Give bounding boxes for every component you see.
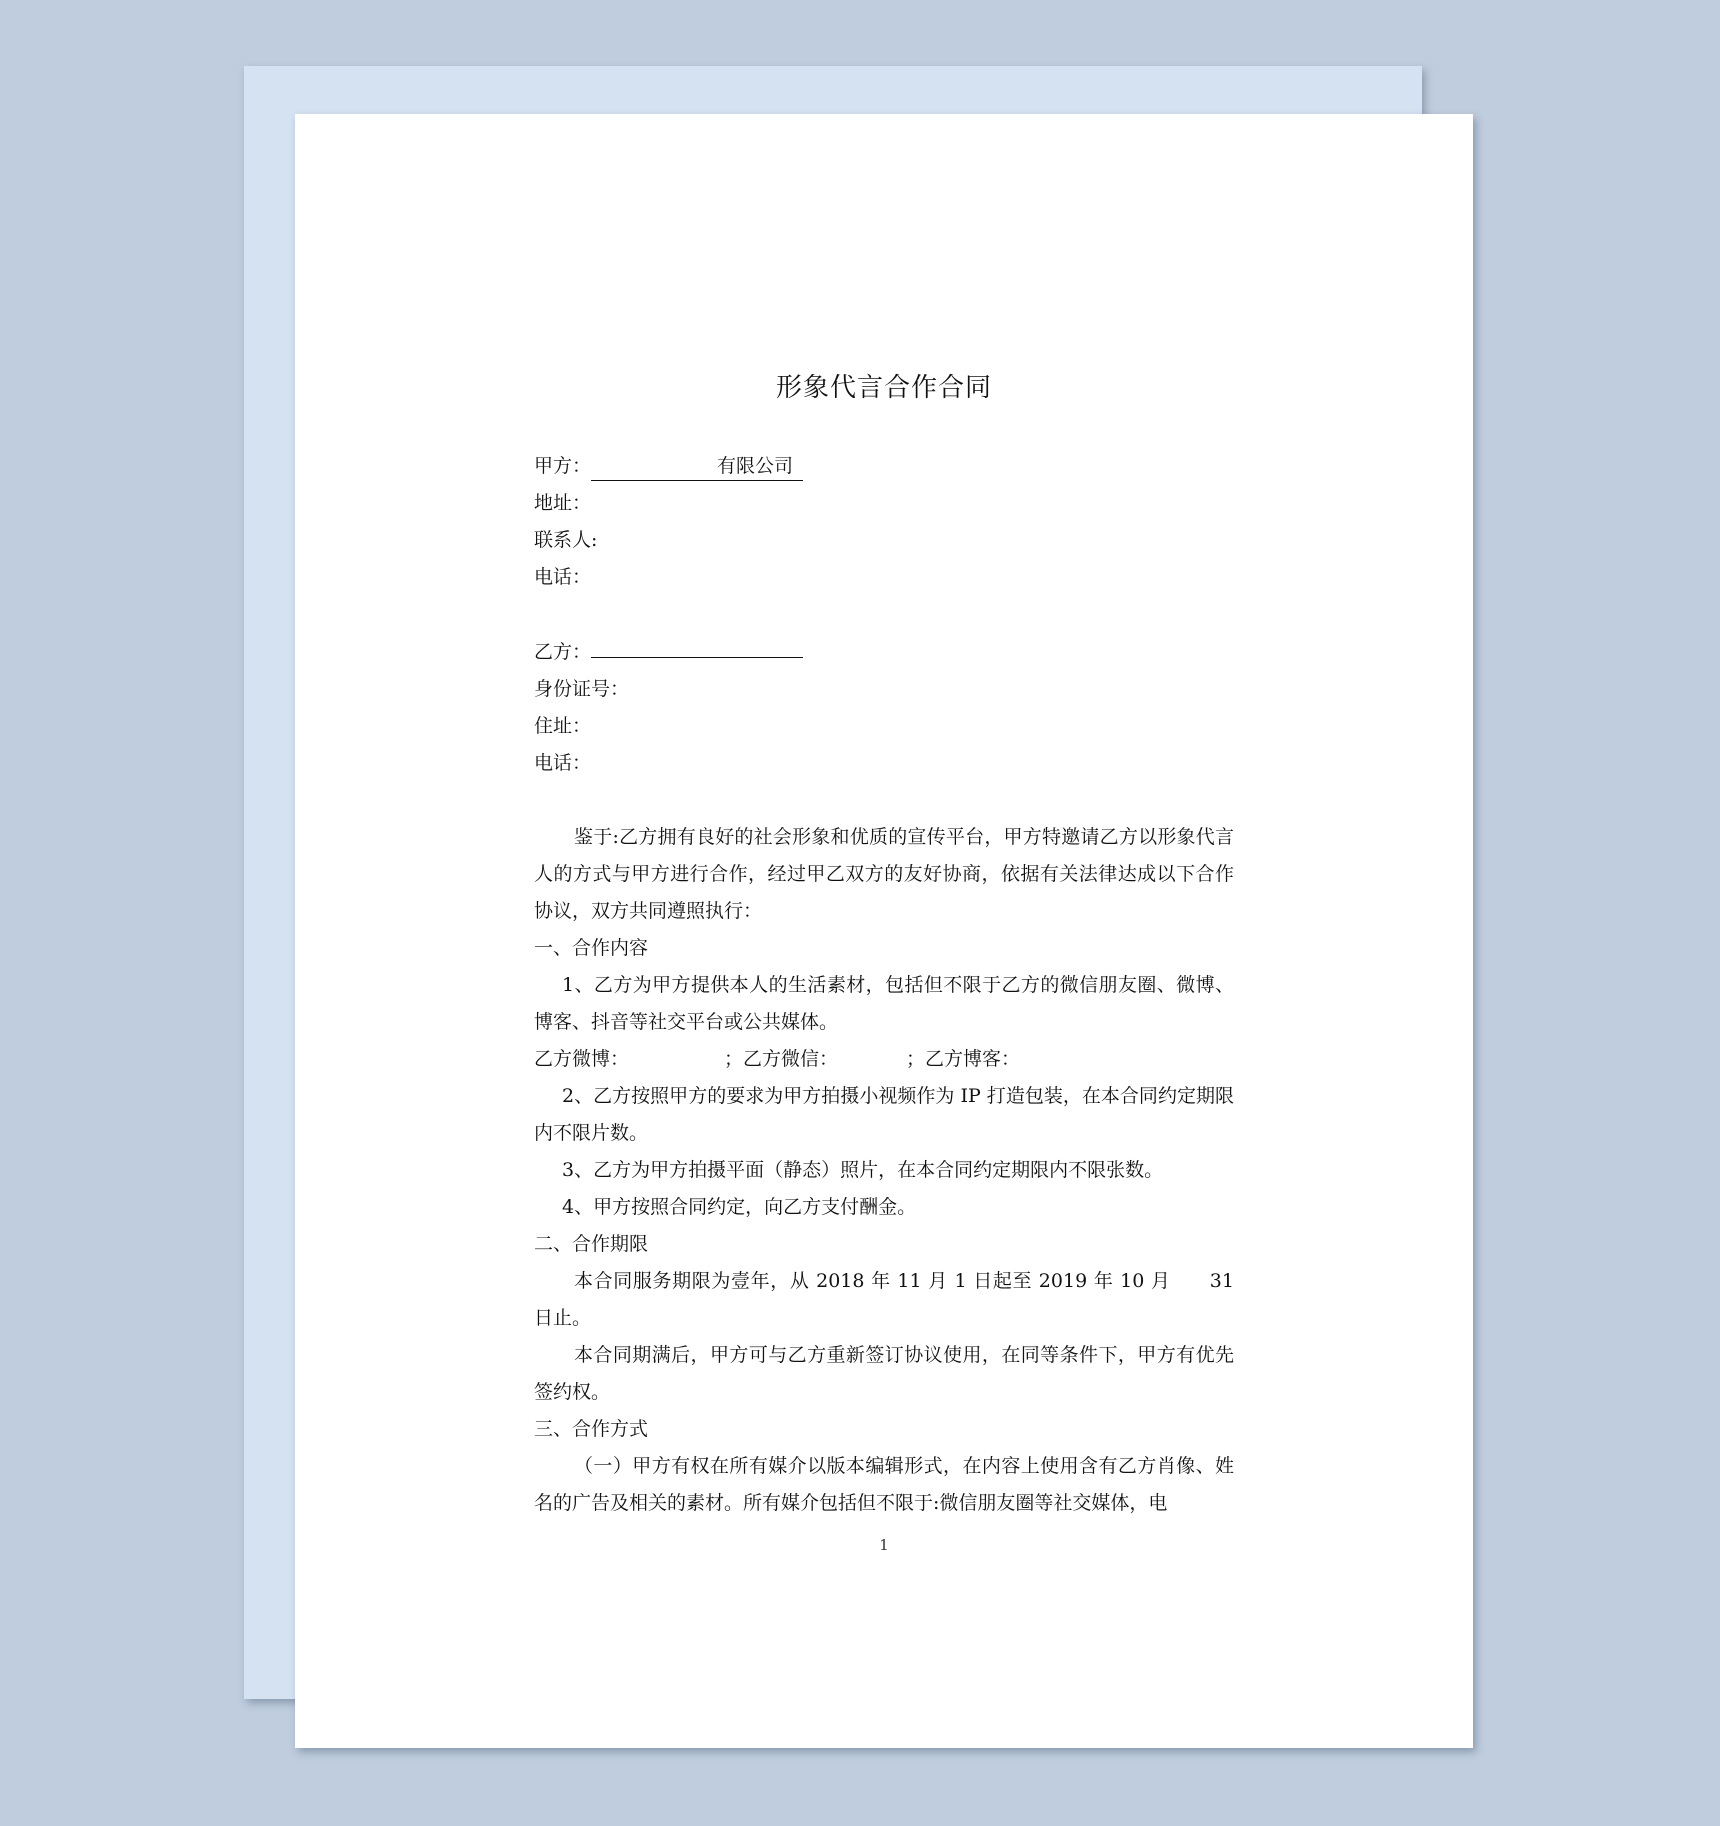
party-a-label: 甲方：	[534, 455, 592, 477]
section2-paragraph1: 本合同服务期限为壹年，从 2018 年 11 月 1 日起至 2019 年 10 月 31 日止。	[534, 1270, 1234, 1329]
party-b-label: 乙方：	[534, 641, 592, 663]
social-wechat-label: ；乙方微信：	[724, 1048, 839, 1070]
social-weibo-label: 乙方微博：	[534, 1048, 630, 1070]
party-a-contact-label: 联系人:	[534, 529, 598, 551]
page-number: 1	[879, 1536, 889, 1554]
section3-paragraph1: （一）甲方有权在所有媒介以版本编辑形式，在内容上使用含有乙方肖像、姓名的广告及相关的素材。所有媒介包括但不限于:微信朋友圈等社交媒体，电	[534, 1455, 1234, 1514]
preamble-paragraph: 鉴于:乙方拥有良好的社会形象和优质的宣传平台，甲方特邀请乙方以形象代言人的方式与甲方进行合作，经过甲乙双方的友好协商，依据有关法律达成以下合作协议，双方共同遵照执行：	[534, 826, 1234, 922]
party-a-address-label: 地址：	[534, 492, 592, 514]
party-a-phone-label: 电话：	[534, 566, 592, 588]
party-b-blank-field	[591, 637, 803, 658]
section1-item4: 4、甲方按照合同约定，向乙方支付酬金。	[562, 1196, 917, 1218]
party-a-company: 有限公司	[717, 455, 794, 477]
party-a-block	[534, 448, 1234, 596]
party-b-phone-label: 电话：	[534, 752, 592, 774]
section2-heading: 二、合作期限	[534, 1233, 649, 1255]
section1-heading: 一、合作内容	[534, 937, 649, 959]
party-b-block	[534, 634, 1234, 782]
section1-item1: 1、乙方为甲方提供本人的生活素材，包括但不限于乙方的微信朋友圈、微博、博客、抖音等社交平台或公共媒体。	[534, 974, 1234, 1033]
party-a-row	[534, 448, 1234, 485]
contract-body	[534, 819, 1234, 1522]
party-b-id-label: 身份证号：	[534, 678, 630, 700]
section2-paragraph2: 本合同期满后，甲方可与乙方重新签订协议使用，在同等条件下，甲方有优先签约权。	[534, 1344, 1234, 1403]
section1-item2: 2、乙方按照甲方的要求为甲方拍摄小视频作为 IP 打造包装，在本合同约定期限内不限片数。	[534, 1085, 1234, 1144]
party-b-address-label: 住址：	[534, 715, 592, 737]
section3-heading: 三、合作方式	[534, 1418, 649, 1440]
document-title: 形象代言合作合同	[775, 373, 992, 403]
party-b-row	[534, 634, 1234, 671]
social-accounts-row	[534, 1041, 1234, 1078]
section1-item3: 3、乙方为甲方拍摄平面（静态）照片，在本合同约定期限内不限张数。	[562, 1159, 1164, 1181]
party-a-company-field	[591, 452, 803, 481]
document-page	[295, 114, 1473, 1748]
social-blog-label: ；乙方博客：	[906, 1048, 1021, 1070]
